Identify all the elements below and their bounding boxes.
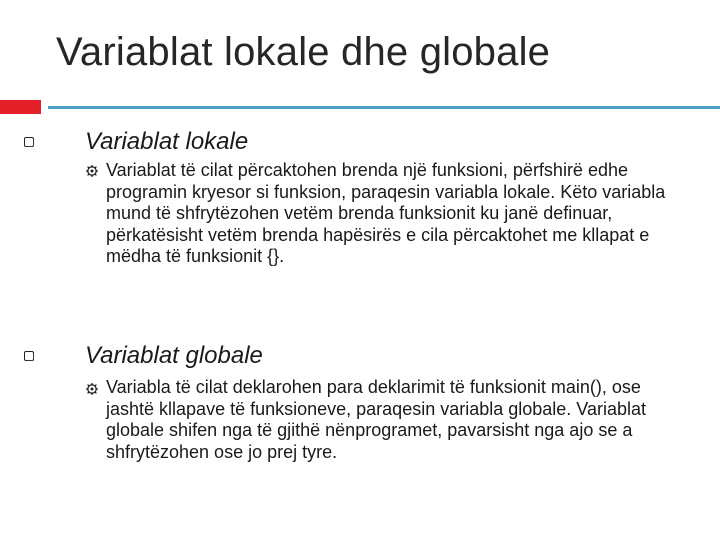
title-underline: [48, 106, 720, 109]
section-heading-local: Variablat lokale: [85, 128, 249, 155]
section-body-local: Variablat të cilat përcaktohen brenda një funksioni, përfshirë edhe programin kryesor si funksion, paraqesin variabla lokale. Këto variabla mund të shfrytëzohen vetëm brenda funksionit ku janë definuar, përkatësisht vetëm brenda hapësirës e cila përcaktohet me kllapat e mëdha të funksionit {}.: [106, 160, 666, 267]
section-body-global: Variabla të cilat deklarohen para deklarimit të funksionit main(), ose jashtë kllapave të funksioneve, paraqesin variabla globale. Variablat globale shifen nga të gjithë nënprogramet, pavarsisht nga ajo se a shfrytëzohen ose jo prej tyre.: [106, 377, 647, 462]
gear-bullet-icon: [86, 165, 98, 177]
section-heading-global: Variablat globale: [85, 342, 263, 369]
square-bullet-icon: [24, 137, 34, 147]
square-bullet-icon: [24, 351, 34, 361]
gear-bullet-icon: [86, 383, 98, 395]
title-accent-bar: [0, 100, 41, 114]
slide-title: Variablat lokale dhe globale: [56, 30, 551, 74]
